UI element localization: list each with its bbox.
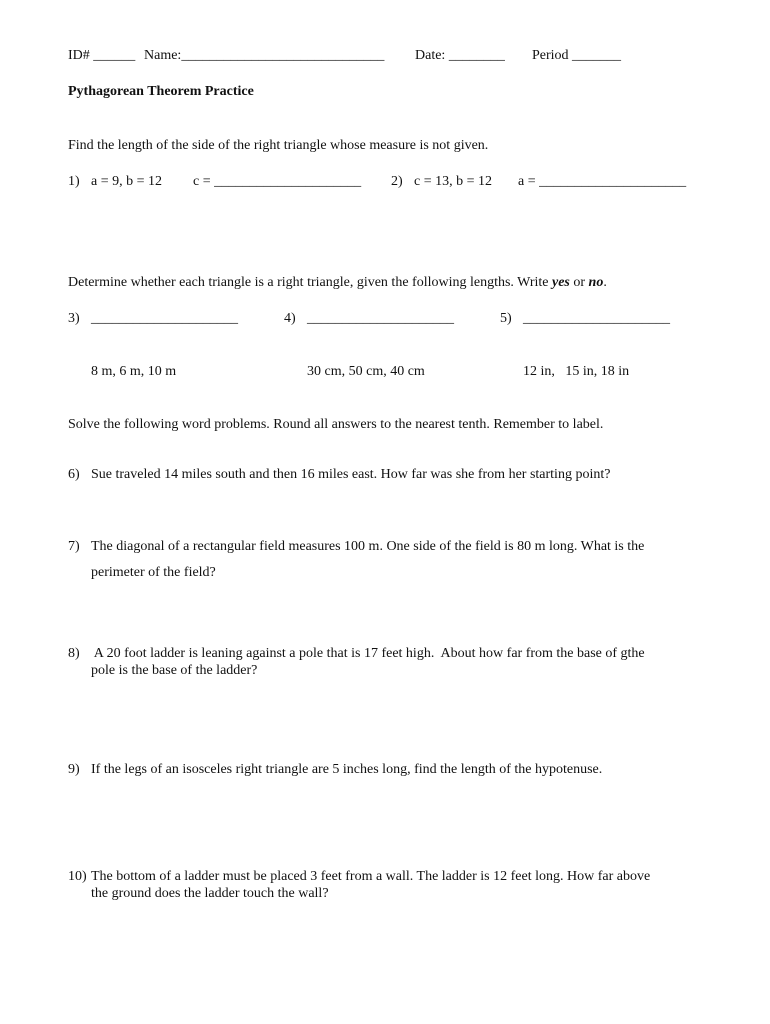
instruction-period: . [603, 275, 607, 290]
problem-1-given: a = 9, b = 12 [91, 174, 163, 189]
problem-3-number: 3) [68, 311, 80, 326]
problem-6-text: Sue traveled 14 miles south and then 16 miles east. How far was she from her starting point? [91, 467, 611, 482]
problem-8-text-line1: A 20 foot ladder is leaning against a pole that is 17 feet high. About how far from the base of gthe [91, 646, 645, 661]
problem-2-answer-blank: a = _____________________ [518, 174, 687, 189]
problem-4-answer-blank: _____________________ [307, 311, 454, 326]
section3-instruction: Solve the following word problems. Round all answers to the nearest tenth. Remember to label. [68, 417, 604, 432]
problem-10-number: 10) [68, 869, 87, 884]
name-field: Name:_____________________________ [144, 48, 385, 63]
problem-2-given: c = 13, b = 12 [414, 174, 493, 189]
problem-5-lengths: 12 in, 15 in, 18 in [523, 364, 630, 379]
problem-3-lengths: 8 m, 6 m, 10 m [91, 364, 177, 379]
problem-7-text-line2: perimeter of the field? [91, 565, 216, 580]
problem-10-text-line1: The bottom of a ladder must be placed 3 feet from a wall. The ladder is 12 feet long. How far above [91, 869, 651, 884]
date-field: Date: ________ [415, 48, 505, 63]
id-field: ID# ______ [68, 48, 136, 63]
problem-1-number: 1) [68, 174, 80, 189]
problem-8-number: 8) [68, 646, 80, 661]
no-word: no [588, 275, 604, 290]
problem-4-lengths: 30 cm, 50 cm, 40 cm [307, 364, 425, 379]
page-title: Pythagorean Theorem Practice [68, 84, 254, 99]
section2-instruction [68, 274, 607, 292]
problem-6-number: 6) [68, 467, 80, 482]
problem-5-answer-blank: _____________________ [523, 311, 670, 326]
problem-7-number: 7) [68, 539, 80, 554]
problem-1-answer-blank: c = _____________________ [193, 174, 362, 189]
problem-5-number: 5) [500, 311, 512, 326]
problem-7-text-line1: The diagonal of a rectangular field measures 100 m. One side of the field is 80 m long. What is the [91, 539, 645, 554]
section1-instruction: Find the length of the side of the right triangle whose measure is not given. [68, 138, 489, 153]
problem-9-text: If the legs of an isosceles right triangle are 5 inches long, find the length of the hypotenuse. [91, 762, 603, 777]
yes-word: yes [551, 275, 570, 290]
section2-instruction-text: Determine whether each triangle is a right triangle, given the following lengths. Write [68, 275, 552, 290]
problem-8-text-line2: pole is the base of the ladder? [91, 663, 258, 678]
or-word: or [569, 275, 589, 290]
problem-10-text-line2: the ground does the ladder touch the wall? [91, 886, 329, 901]
problem-2-number: 2) [391, 174, 403, 189]
problem-9-number: 9) [68, 762, 80, 777]
period-field: Period _______ [532, 48, 622, 63]
problem-3-answer-blank: _____________________ [91, 311, 238, 326]
problem-4-number: 4) [284, 311, 296, 326]
